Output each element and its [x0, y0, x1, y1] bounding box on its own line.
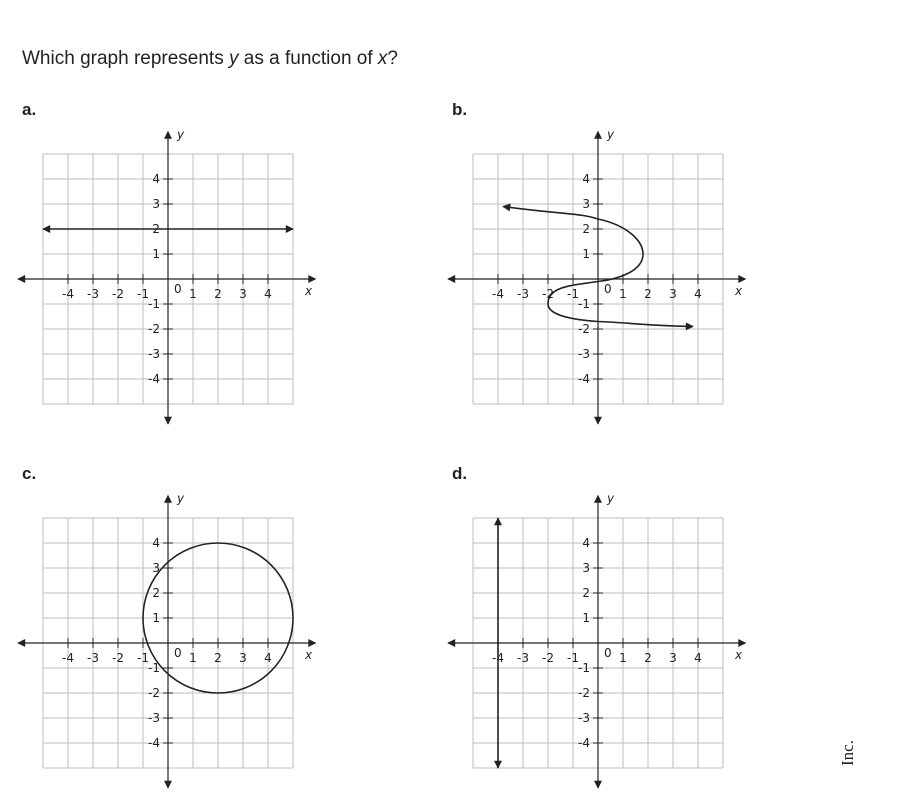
y-tick-label: -2 — [578, 686, 590, 700]
y-tick-label: -1 — [578, 661, 590, 675]
x-axis-label: x — [735, 648, 743, 662]
x-tick-label: 4 — [264, 287, 272, 301]
publisher-text: Inc. — [838, 740, 857, 766]
y-tick-label: -2 — [148, 686, 160, 700]
x-tick-label: -2 — [112, 651, 124, 665]
y-tick-label: 1 — [152, 247, 160, 261]
x-tick-label: -3 — [87, 651, 99, 665]
y-tick-label: 2 — [152, 586, 160, 600]
x-tick-label: 2 — [214, 287, 222, 301]
x-tick-label: 2 — [644, 287, 652, 301]
y-tick-label: -3 — [578, 347, 590, 361]
question-text: Which graph represents y as a function of x? — [22, 48, 398, 69]
x-tick-label: 4 — [694, 651, 702, 665]
x-tick-label: 4 — [264, 651, 272, 665]
y-tick-label: 2 — [582, 222, 590, 236]
origin-label: 0 — [174, 282, 182, 296]
x-tick-label: 1 — [189, 651, 197, 665]
y-axis-label: y — [177, 491, 185, 506]
graph-a — [18, 128, 316, 425]
x-tick-label: 2 — [644, 651, 652, 665]
x-tick-label: 3 — [669, 651, 677, 665]
x-axis-label: x — [735, 284, 743, 298]
y-tick-label: 1 — [582, 611, 590, 625]
y-tick-label: -4 — [578, 736, 590, 750]
x-tick-label: -1 — [137, 651, 149, 665]
y-tick-label: 2 — [152, 222, 160, 236]
y-tick-label: -4 — [148, 372, 160, 386]
y-axis-label: y — [607, 491, 615, 506]
x-tick-label: 1 — [189, 287, 197, 301]
y-tick-label: 1 — [582, 247, 590, 261]
x-tick-label: -4 — [492, 651, 504, 665]
y-tick-label: -1 — [578, 297, 590, 311]
graph-label-c: c. — [22, 464, 37, 483]
x-tick-label: 3 — [239, 651, 247, 665]
y-tick-label: 3 — [582, 561, 590, 575]
y-tick-label: 4 — [152, 172, 160, 186]
graph-label-a: a. — [22, 100, 37, 119]
x-tick-label: -1 — [567, 651, 579, 665]
x-tick-label: 2 — [214, 651, 222, 665]
y-tick-label: -1 — [148, 661, 160, 675]
x-tick-label: -3 — [517, 287, 529, 301]
x-tick-label: -2 — [542, 651, 554, 665]
y-tick-label: 4 — [582, 172, 590, 186]
y-tick-label: -2 — [578, 322, 590, 336]
x-tick-label: -4 — [62, 651, 74, 665]
x-tick-label: 3 — [239, 287, 247, 301]
graph-b — [448, 128, 746, 425]
x-tick-label: -4 — [62, 287, 74, 301]
x-tick-label: -4 — [492, 287, 504, 301]
x-tick-label: -3 — [87, 287, 99, 301]
y-tick-label: -1 — [148, 297, 160, 311]
y-tick-label: 1 — [152, 611, 160, 625]
y-tick-label: 2 — [582, 586, 590, 600]
x-tick-label: 1 — [619, 651, 627, 665]
x-axis-label: x — [305, 284, 313, 298]
origin-label: 0 — [604, 282, 612, 296]
x-tick-label: 1 — [619, 287, 627, 301]
x-tick-label: -2 — [542, 287, 554, 301]
y-tick-label: -3 — [148, 347, 160, 361]
graph-label-d: d. — [452, 464, 468, 483]
y-tick-label: -3 — [578, 711, 590, 725]
y-tick-label: 3 — [582, 197, 590, 211]
x-tick-label: 4 — [694, 287, 702, 301]
x-tick-label: -3 — [517, 651, 529, 665]
graph-d — [448, 492, 746, 789]
y-tick-label: 3 — [152, 197, 160, 211]
y-axis-label: y — [177, 127, 185, 142]
y-axis-label: y — [607, 127, 615, 142]
y-tick-label: -2 — [148, 322, 160, 336]
x-tick-label: -1 — [567, 287, 579, 301]
x-axis-label: x — [305, 648, 313, 662]
x-tick-label: -2 — [112, 287, 124, 301]
graph-c — [18, 492, 316, 789]
y-tick-label: 4 — [152, 536, 160, 550]
x-tick-label: -1 — [137, 287, 149, 301]
y-tick-label: -4 — [578, 372, 590, 386]
origin-label: 0 — [604, 646, 612, 660]
y-tick-label: -4 — [148, 736, 160, 750]
y-tick-label: 3 — [152, 561, 160, 575]
y-tick-label: 4 — [582, 536, 590, 550]
x-tick-label: 3 — [669, 287, 677, 301]
graph-label-b: b. — [452, 100, 468, 119]
y-tick-label: -3 — [148, 711, 160, 725]
origin-label: 0 — [174, 646, 182, 660]
